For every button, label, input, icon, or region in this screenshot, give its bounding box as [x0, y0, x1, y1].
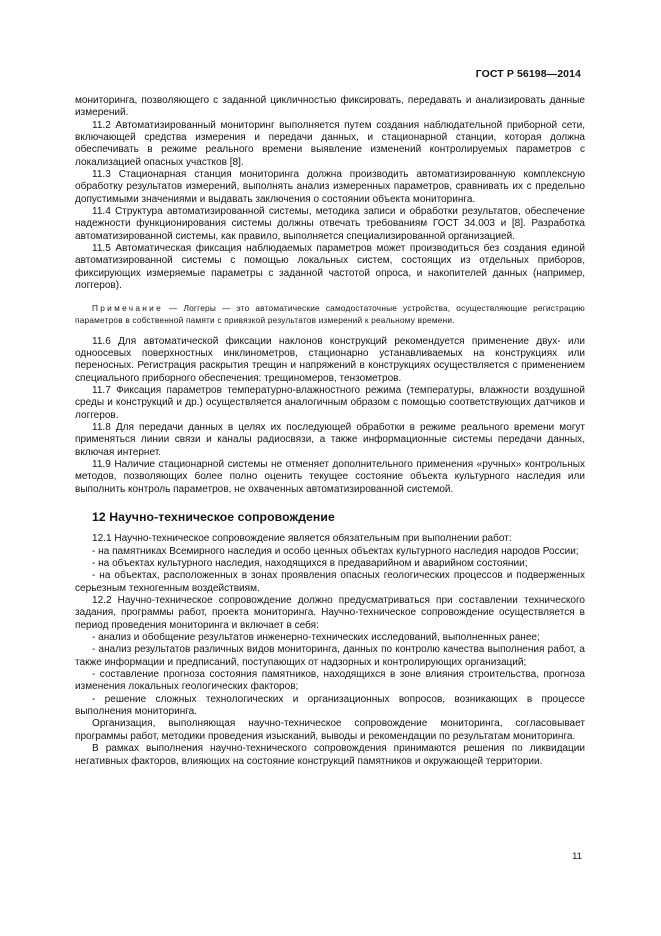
note-block [75, 302, 585, 326]
list-item: - составление прогноза состояния памятников, находящихся в зоне влияния строительства, прогноза изменения локальных геологических факторов; [75, 669, 585, 693]
list-item: - решение сложных технологических и организационных вопросов, возникающих в процессе выполнения мониторинга. [75, 693, 585, 718]
list-item: - анализ результатов различных видов мониторинга, данных по контролю качества выполнения работ, а также информации и предписаний, поступающих от надзорных и контролирующих организаций; [75, 644, 585, 668]
paragraph-12-1: 12.1 Научно-техническое сопровождение является обязательным при выполнении работ: [92, 533, 512, 545]
paragraph-continuation: мониторинга, позволяющего с заданной цикличностью фиксировать, передавать и анализировать данные измерений. [75, 95, 585, 119]
note-text: — Логгеры — это автоматические самодостаточные устройства, осуществляющие регистрацию параметров в собственной памяти с привязкой результатов измерений к реальному времени. [75, 302, 585, 325]
paragraph-11-2: 11.2 Автоматизированный мониторинг выполняется путем создания наблюдательной приборной сети, включающей средства измерения и передачи данных, и стационарной станции, которая должна обеспечивать в режиме реального времени выявление изменений контролируемых параметров с локализацией опасных участков [8]. [75, 119, 585, 168]
section-12-title: 12 Научно-техническое сопровождение [92, 509, 335, 524]
list-item: - на объектах, расположенных в зонах проявления опасных геологических процессов и подверженных серьезным техногенным воздействиям. [75, 570, 585, 594]
document-body [75, 95, 585, 768]
paragraph-11-7: 11.7 Фиксация параметров температурно-влажностного режима (температуры, влажности воздушной среды и конструкций и др.) осуществляется аналогичным образом с помощью соответствующих датчиков и логгеров. [75, 384, 585, 421]
document-code-header: ГОСТ Р 56198—2014 [475, 68, 581, 80]
paragraph-11-3: 11.3 Стационарная станция мониторинга должна производить автоматизированную комплексную обработку результатов измерений, выполнять анализ измеренных параметров, сравнивать их с предельно допустимыми значениями и выдавать заключения о состоянии объекта мониторинга. [75, 169, 585, 205]
paragraph-12-2: 12.2 Научно-техническое сопровождение должно предусматриваться при составлении технического задания, программы работ, проекта мониторинга. Научно-техническое сопровождение осуществляется в период проведения мониторинга и включает в себя: [75, 595, 585, 631]
list-item: - на памятниках Всемирного наследия и особо ценных объектах культурного наследия народов России; [92, 545, 579, 557]
list-item: - на объектах культурного наследия, находящихся в предаварийном и аварийном состоянии; [92, 558, 528, 569]
list-item: - анализ и обобщение результатов инженерно-технических исследований, выполненных ранее; [92, 632, 540, 644]
paragraph-11-6: 11.6 Для автоматической фиксации наклонов конструкций рекомендуется применение двух- или одноосевых поверхностных инклинометров, стационарно устанавливаемых на конструкциях или переносных. Регистрация раскрытия трещин и напряжений в конструкциях осуществляется с применением специального приборного обеспечения: трещиномеров, тензометров. [75, 335, 585, 384]
paragraph-11-8: 11.8 Для передачи данных в целях их последующей обработки в режиме реального времени могут применяться линии связи и каналы радиосвязи, а также информационные системы передачи данных, включая интернет. [75, 421, 585, 458]
paragraph-11-9: 11.9 Наличие стационарной системы не отменяет дополнительного применения «ручных» контрольных методов, позволяющих более полно оценить текущее состояние объекта культурного наследия или выполнить контроль параметров, не охваченных автоматизированной системой. [75, 458, 585, 495]
note-label: Примечание [92, 302, 164, 313]
paragraph-organization: Организация, выполняющая научно-техническое сопровождение мониторинга, согласовывает программы работ, методики проведения изысканий, выводы и рекомендации по результатам мониторинга. [75, 718, 585, 742]
paragraph-11-5: 11.5 Автоматическая фиксация наблюдаемых параметров может производиться без создания единой автоматизированной системы с помощью локальных систем, состоящих из отдельных приборов, фиксирующих измеряемые параметры с заданной частотой опроса, и накопителей данных (например, логгеров). [75, 243, 585, 292]
paragraph-decisions: В рамках выполнения научно-технического сопровождения принимаются решения по ликвидации негативных факторов, влияющих на состояние конструкций памятников и окружающей территории. [75, 743, 585, 767]
page-number: 11 [572, 851, 582, 862]
paragraph-11-4: 11.4 Структура автоматизированной системы, методика записи и обработки результатов, обеспечение надежности функционирования системы должны отвечать требованиям ГОСТ 34.003 и [8]. Разработка автоматизированной системы, как правило, выполняется специализированной организацией. [75, 206, 585, 242]
